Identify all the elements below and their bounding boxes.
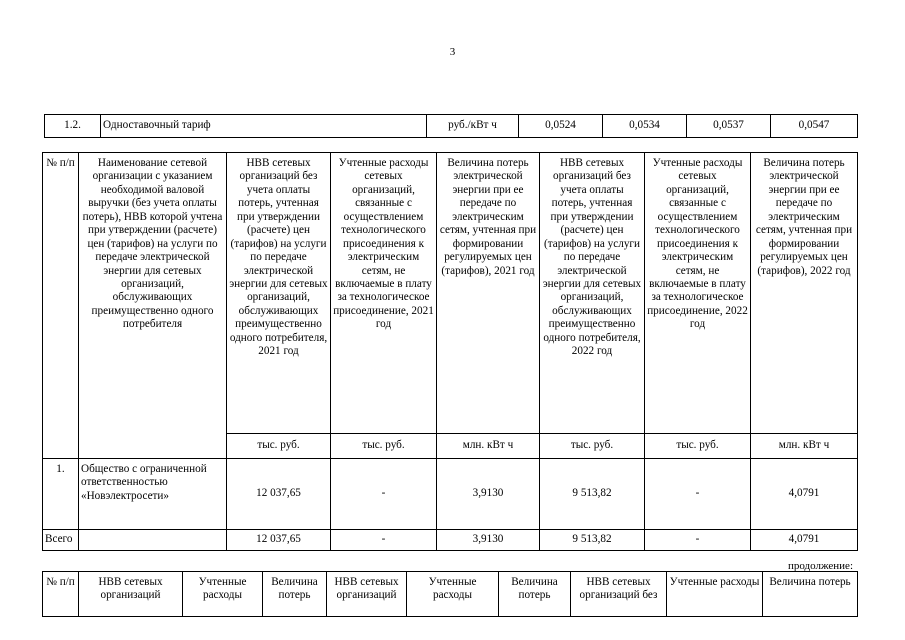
table-row bbox=[43, 459, 858, 530]
row-value: - bbox=[645, 459, 751, 530]
total-value: 4,0791 bbox=[751, 530, 858, 551]
row-value: 12 037,65 bbox=[227, 459, 331, 530]
header-costs-2021: Учтенные расходы сетевых организаций, связанные с осуществлением технологического присоединения к электрическим сетям, не включаемые в плату за технологическое присоединение, 2021 год bbox=[331, 153, 437, 434]
continuation-label: продолжение: bbox=[787, 560, 853, 572]
total-empty bbox=[79, 530, 227, 551]
header-losses-2022: Величина потерь электрической энергии при ее передаче по электрическим сетям, учтенная при формировании регулируемых цен (тарифов), 2022 год bbox=[751, 153, 858, 434]
cont-header: Учтенные расходы bbox=[407, 572, 499, 617]
unit-cell: млн. кВт ч bbox=[751, 434, 858, 459]
cont-header: Учтенные расходы bbox=[667, 572, 763, 617]
tariff-value: 0,0547 bbox=[771, 115, 858, 138]
cont-header: № п/п bbox=[43, 572, 79, 617]
cont-header: Величина потерь bbox=[499, 572, 571, 617]
unit-cell: млн. кВт ч bbox=[437, 434, 540, 459]
row-value: - bbox=[331, 459, 437, 530]
row-value: 3,9130 bbox=[437, 459, 540, 530]
cont-header: Величина потерь bbox=[263, 572, 327, 617]
header-losses-2021: Величина потерь электрической энергии при ее передаче по электрическим сетям, учтенная при формировании регулируемых цен (тарифов), 2021 год bbox=[437, 153, 540, 434]
tariff-unit: руб./кВт ч bbox=[427, 115, 519, 138]
tariff-name: Одноставочный тариф bbox=[101, 115, 427, 138]
total-value: 3,9130 bbox=[437, 530, 540, 551]
tariff-row bbox=[45, 115, 858, 138]
continuation-table bbox=[42, 571, 858, 617]
cont-header: НВВ сетевых организаций bbox=[79, 572, 183, 617]
total-label: Всего bbox=[43, 530, 79, 551]
total-value: - bbox=[331, 530, 437, 551]
header-name: Наименование сетевой организации с указанием необходимой валовой выручки (без учета оплаты потерь), НВВ которой учтена при утверждении (расчете) цен (тарифов) на услуги по передаче электрической энергии для сетевых организаций, обслуживающих преимущественно одного потребителя bbox=[79, 153, 227, 459]
row-value: 9 513,82 bbox=[540, 459, 645, 530]
header-costs-2022: Учтенные расходы сетевых организаций, связанные с осуществлением технологического присоединения к электрическим сетям, не включаемые в плату за технологическое присоединение, 2022 год bbox=[645, 153, 751, 434]
row-value: 4,0791 bbox=[751, 459, 858, 530]
unit-cell: тыс. руб. bbox=[645, 434, 751, 459]
header-nvv-2022: НВВ сетевых организаций без учета оплаты потерь, учтенная при утверждении (расчете) цен (тарифов) на услуги по передаче электрической энергии для сетевых организаций, обслуживающих преимущественно одного потребителя, 2022 год bbox=[540, 153, 645, 434]
cont-header: НВВ сетевых организаций без bbox=[571, 572, 667, 617]
total-row bbox=[43, 530, 858, 551]
cont-header: Учтенные расходы bbox=[183, 572, 263, 617]
row-num: 1. bbox=[43, 459, 79, 530]
continuation-header-row bbox=[43, 572, 858, 617]
unit-cell: тыс. руб. bbox=[227, 434, 331, 459]
tariff-value: 0,0537 bbox=[687, 115, 771, 138]
tariff-table bbox=[44, 114, 858, 138]
total-value: 9 513,82 bbox=[540, 530, 645, 551]
page-number: 3 bbox=[449, 46, 456, 58]
unit-cell: тыс. руб. bbox=[540, 434, 645, 459]
tariff-value: 0,0534 bbox=[603, 115, 687, 138]
header-nvv-2021: НВВ сетевых организаций без учета оплаты потерь, учтенная при утверждении (расчете) цен (тарифов) на услуги по передаче электрической энергии для сетевых организаций, обслуживающих преимущественно одного потребителя, 2021 год bbox=[227, 153, 331, 434]
tariff-value: 0,0524 bbox=[519, 115, 603, 138]
header-num: № п/п bbox=[43, 153, 79, 459]
header-row bbox=[43, 153, 858, 434]
row-org-name: Общество с ограниченной ответственностью «Новэлектросети» bbox=[79, 459, 227, 530]
main-table bbox=[42, 152, 858, 551]
cont-header: НВВ сетевых организаций bbox=[327, 572, 407, 617]
tariff-num: 1.2. bbox=[45, 115, 101, 138]
unit-cell: тыс. руб. bbox=[331, 434, 437, 459]
cont-header: Величина потерь bbox=[763, 572, 858, 617]
total-value: - bbox=[645, 530, 751, 551]
total-value: 12 037,65 bbox=[227, 530, 331, 551]
